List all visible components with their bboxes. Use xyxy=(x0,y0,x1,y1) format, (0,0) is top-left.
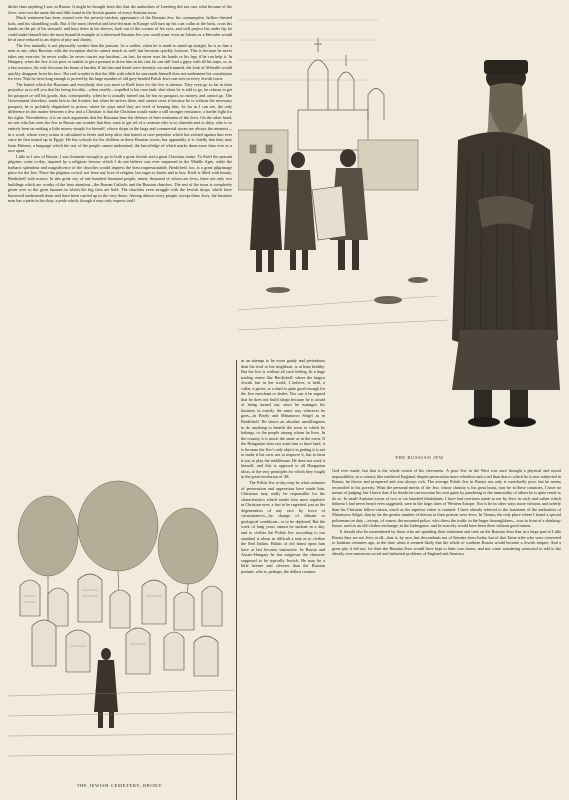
paragraph: Much sentiment has been wasted over the poverty-stricken appearance of the Russian Jew, his consumptive, hollow-chested look, and his shambling walk. But if the most cheerful and best-fed man in Europe will turn up his coat collar at the back, cross his hands on the pit of his stomach, and bury them in his sleeves, look out of the corners of his eyes, and well project his under lip, he could make himself into the most beautiful example of a distressed Russian Jew you could want: even an Adonis or a Hercules would be at once reduced to an object of pity and charity. xyxy=(8,15,232,43)
column-rule xyxy=(236,360,237,800)
paragraph: dirtier than anything I saw in Russia. It might be thought from this that the authorities of Lemberg did not care what became of the Jews, were not the same dirt and filth found in the Jewish quarter of every Austrian town. xyxy=(8,4,232,15)
cemetery-illustration xyxy=(8,476,234,778)
russian-jew-illustration xyxy=(238,0,569,458)
russian-jew-caption: THE RUSSIAN JEW. xyxy=(394,455,446,460)
paragraph: God ever made; but that is the whole extent of his cleverness. A poor Jew in the West was once thought a physical and moral impossibility; in a country like medieval England, despite persecution more relentless and cruel than that to which he is now subjected in Russia, he throve and prospered and was always rich. The average Polish Jew in Russia not only is wretchedly poor, but he seems reconciled to his poverty. What the personal merits of the Jew, whose chastity is his great boast, may be in these countries, I have no means of judging, but I knew that if he thinks he can increase his own gains by pandering to the immorality of others he is quite ready to do so. In small Austrian towns of two or six hundred inhabitants, I have had overtures made to me by Jews in curls and caftan which hitherto I had never heard even suggested, save in the large cities of Western Europe. Nor is he in other ways more virtuous and orderly than his Christian fellow-citizen, much as his superior virtue is vaunted. I have already referred to the statement of the authorities of Miriamovo Selget, that by far the greater number of thieves in their prisons were Jews. In Vienna, the only place where I found a special policeman on duty—except, of course, the mounted police, who direct the traffic in the larger thoroughfares—was in front of a drinking-house, used as an old-clothes exchange, in the Judengasse, and he scarcely would have been there without good reason. xyxy=(332,468,561,529)
paragraph: in an attempt to be more gaudy and pretentious than his rival or his neighbour, is at least healthy. But the Jew is without all such feeling. In a huge trading centre like Berdicheff, where the largest Jewish fair in the world, I believe, is held, a collar, a garret, or a shed is quite good enough for the Jew merchant or dealer. Nor can it be argued that he does not build shops because he is afraid of being turned out, since he manages his business in exactly the same way wherever he goes—in Brody and Miriamovo Selget as in Berdicheff. He shows an absolute unwillingness to do anything to benefit the town to which he belongs, or the people among whom he lives. In the country it is much the same as in the town. If the Hungarian does not want him to have land, it is because the Jew's only object in getting it is not to make it his own, not to improve it, but to farm it out, to play the middleman. He does not work it himself, and this is opposed to all Hungarian ideas, to the very principles for which they fought in the great revolution of '48. xyxy=(241,358,325,480)
cemetery-caption: THE JEWISH CEMETERY, BRODY. xyxy=(76,783,164,788)
engraving-cemetery xyxy=(8,476,234,778)
article-column-1 xyxy=(8,4,232,470)
paragraph: The Polish Jew to-day may be what centuries of persecution and oppression have made him. Christians may really be responsible for the characteristics which render him most repulsive in Christian eyes; a fact to be regretted, just as the degeneration of any race by force of circumstances—by change of climate or geological conditions—is to be deplored. But the work of long years cannot be undone in a day, and to civilize the Polish Jew according to our standard is about as difficult a task as to civilize the Red Indian. Habits of old thrust upon him have at last become instinctive. In Russia and Austro-Hungary he has outgrown the character supposed to be typically Jewish. He may be a little keener and cleverer than the Russian peasant, who is, perhaps, the dullest creature xyxy=(241,480,325,574)
paragraph: It should also be remembered by those who are spending their sentiment and cash on the Russian Jews that in a large part of Little Russia they are not Jews at all—that is, by race, but descendants not of Semites from Judea, but of that Tartar tribe who were converted to Judaism centuries ago, at the time when it seemed likely that the whole of southern Russia would become a Jewish empire. And a great pity it did not, for then the Russian Jews would have kept to their own home, and not come wandering westward to add to the already over-numerous social and industrial problems of England and America. xyxy=(332,529,561,557)
russian-jew-figure xyxy=(452,60,560,427)
engraving-street-scene xyxy=(238,0,569,458)
paragraph: The hatred which the Russians and everybody else you meet in Kieff have for the Jew is intense. They even go so far in their prejudice as to tell you that his being forcibly—often cruelly—expelled is his own fault; that when he is told to go, he refuses to get his passport or sell his goods; that, consequently, when he is actually turned out, he has no passport, no money, and cannot go. The Government, therefore, sends him to the frontier; but when he arrives there, and cannot cross it because he is without the necessary passport, he is probably dispatched to prison, where he stays until they are tired of keeping him. As far as I can see, the only difference in this matter between a Jew and a Christian is that the Christian would make a still stronger resistance, a harder fight for his rights. Nevertheless, it is on such arguments that the Russians base the defence of their treatment of the Jews. On the other hand, no one who has seen the Jew in Russia can wonder that they want to get rid of a creature who is so clannish and so dirty, who is so entirely bent on making a little money simply for himself, whose shops in the large and commercial towns are always the meanest—in a word, whose every action is calculated to fester and keep alive that hatred or race-prejudice which has existed against him ever since he first turned up in Egypt. He has schools for his children in these Russian towns; but apparently it is chiefly that they may learn Hebrew, a language which the rest of the people cannot understand, the knowledge of which marks them more than ever as a race apart. xyxy=(8,81,232,154)
paragraph: Little as I saw of Russia, I was fortunate enough to go to both a great Jewish and a great Christian centre. To Kieff the peasant pilgrims come to-day, inspired by a religious fervour which I do not believe was ever surpassed in the Middle Ages, while the barbaric splendour and magnificence of the churches would impress the least impressionable. Berdicheff, too, is a great pilgrimage place for the Jew. There the pilgrims crowd, not from any love of religion, but eager to barter and to buy. Kieff is filled with beauty, Berdicheff with misery. In this great city of one hundred thousand people, ninety thousand of whom are Jews, there are only two buildings which are worthy of the least attention—the Roman Catholic and the Russian churches. The rest of the town is completely given over to the great bazaars in which the big fairs are held. The churches even struggle with the Jewish shops, which have burrowed underneath them and have been carried up to the very doors. Among almost every people, except these Jews, the business man has a pride in his shop, a pride which, though it may only express itself xyxy=(8,153,232,204)
paragraph: The Jew naturally is not physically weaker than the peasant. As a soldier, when he is made to stand up straight, he is as fine a man as any other Russian, with the exception that he cannot march as well, but becomes quickly footsore. This is because he never takes any exercise; he never walks, he never carries any burdens—in fact, he never uses his hands or his legs if he can help it. In Hungary, when the Jew is too poor or unable to get a peasant to drive him in his cart, he can still load a gipsy with all his traps, or, as a last resource, his wife becomes his beast of burden. If his hair and beard were decently cut and trimmed, the look of ill-health would quickly disappear from his face. The real wonder is that the filth with which he surrounds himself does not undermine his constitution for ever. That he lives long enough is proved by the large number of old grey-headed Polish Jews one sees in every Jewish town. xyxy=(8,42,232,82)
cemetery-figure xyxy=(94,648,118,728)
tombstones xyxy=(20,574,222,676)
article-column-3 xyxy=(332,468,561,796)
